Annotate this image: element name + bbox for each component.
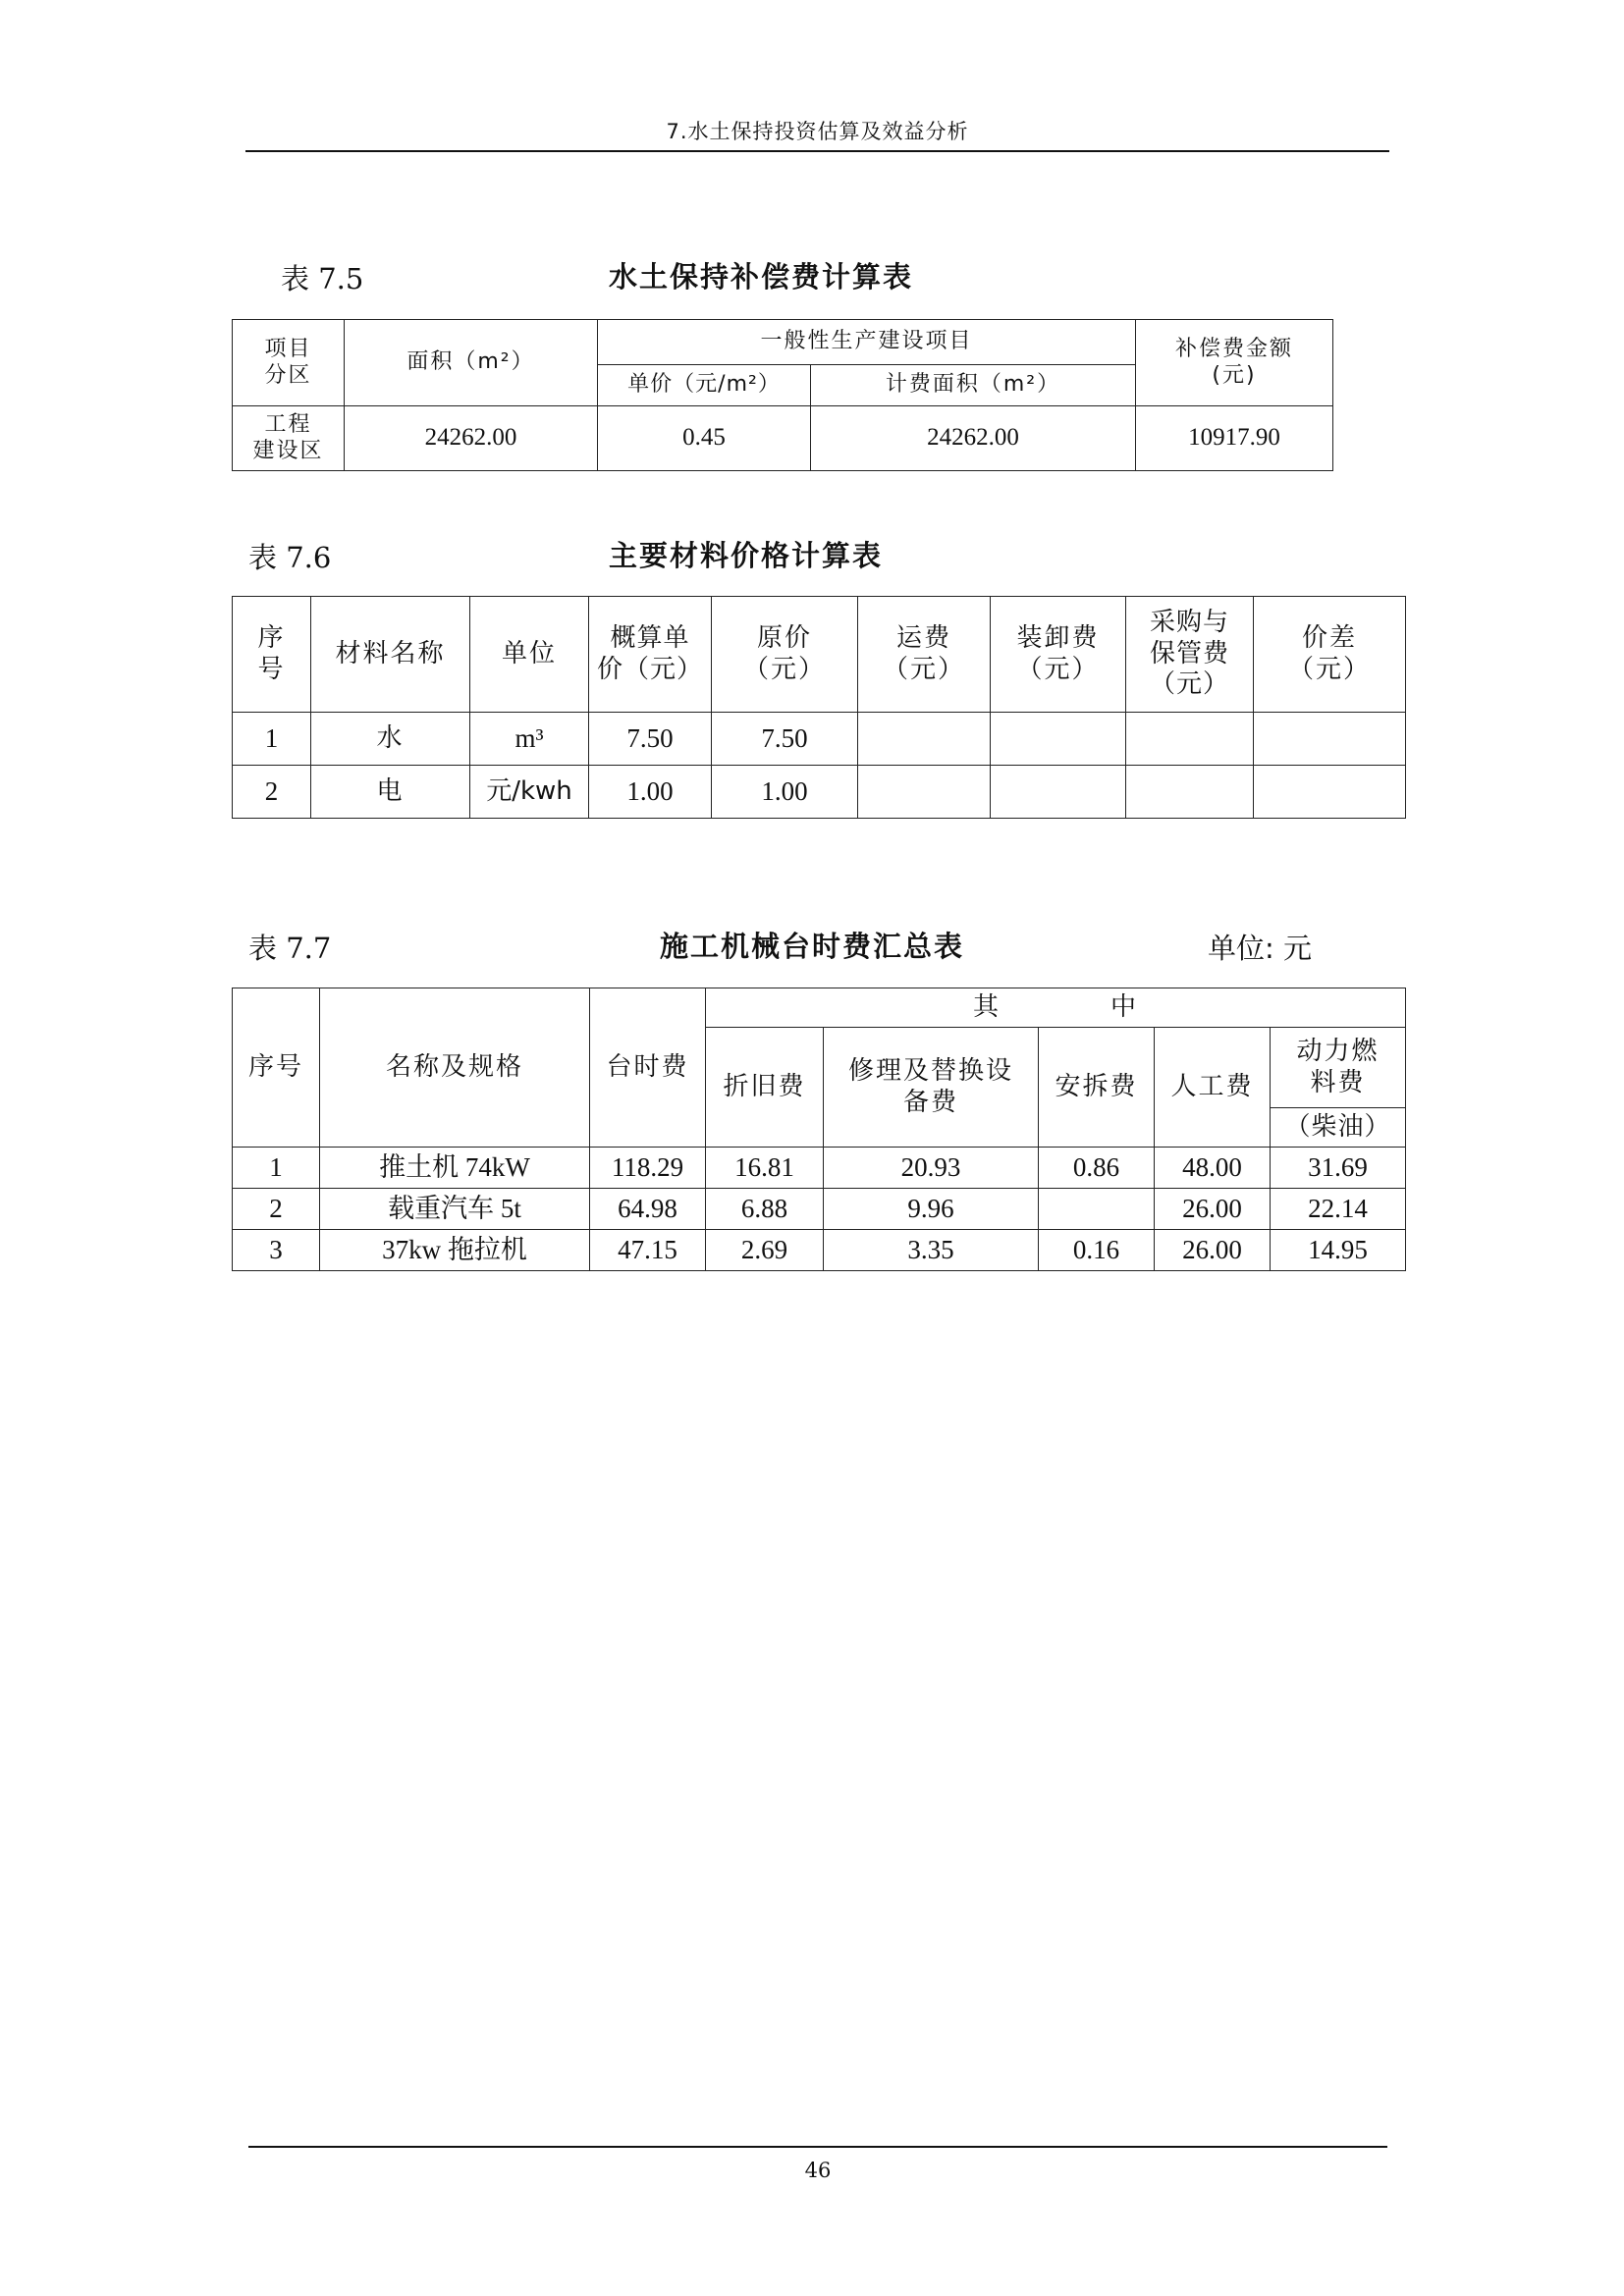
cell-labor: 26.00 bbox=[1155, 1230, 1271, 1271]
cell-hourly-cost: 47.15 bbox=[590, 1230, 706, 1271]
cell-estimate-price: 7.50 bbox=[589, 713, 712, 766]
cell-seq: 1 bbox=[233, 713, 311, 766]
table-7-7-title: 施工机械台时费汇总表 bbox=[660, 930, 965, 963]
cell-seq: 2 bbox=[233, 766, 311, 819]
cell-name-spec: 37kw 拖拉机 bbox=[320, 1230, 590, 1271]
header-general-project: 一般性生产建设项目 bbox=[598, 320, 1136, 365]
cell-procurement-fee bbox=[1126, 713, 1254, 766]
material-price-table bbox=[232, 596, 1406, 819]
cell-unit: 元/kwh bbox=[470, 766, 589, 819]
header-unit-price: 单价（元/m²） bbox=[598, 365, 811, 406]
cell-unit: m³ bbox=[470, 713, 589, 766]
cell-partition: 工程 建设区 bbox=[233, 406, 345, 471]
table-7-7-unit: 单位: 元 bbox=[1208, 932, 1312, 965]
header-unit: 单位 bbox=[470, 597, 589, 713]
cell-fuel: 31.69 bbox=[1271, 1148, 1406, 1189]
cell-material-name: 水 bbox=[311, 713, 470, 766]
cell-freight bbox=[858, 766, 991, 819]
table-7-5-title: 水土保持补偿费计算表 bbox=[609, 260, 914, 294]
table-7-6-title: 主要材料价格计算表 bbox=[609, 539, 884, 572]
table-row bbox=[233, 1230, 1406, 1271]
header-seq: 序号 bbox=[233, 988, 320, 1148]
cell-repair: 9.96 bbox=[824, 1189, 1039, 1230]
header-project-partition: 项目 分区 bbox=[233, 320, 345, 406]
header-depreciation: 折旧费 bbox=[706, 1028, 824, 1148]
table-7-5-number: 表 7.5 bbox=[281, 262, 364, 295]
header-compensation-amount: 补偿费金额 (元) bbox=[1136, 320, 1333, 406]
cell-freight bbox=[858, 713, 991, 766]
cell-installation: 0.16 bbox=[1039, 1230, 1155, 1271]
header-rule bbox=[245, 150, 1389, 152]
cell-labor: 26.00 bbox=[1155, 1189, 1271, 1230]
machinery-hourly-cost-table bbox=[232, 988, 1406, 1271]
header-freight: 运费 （元） bbox=[858, 597, 991, 713]
table-7-7-number: 表 7.7 bbox=[248, 932, 332, 965]
cell-name-spec: 推土机 74kW bbox=[320, 1148, 590, 1189]
cell-repair: 3.35 bbox=[824, 1230, 1039, 1271]
compensation-fee-table bbox=[232, 319, 1333, 471]
cell-seq: 3 bbox=[233, 1230, 320, 1271]
header-hourly-cost: 台时费 bbox=[590, 988, 706, 1148]
header-labor: 人工费 bbox=[1155, 1028, 1271, 1148]
cell-seq: 1 bbox=[233, 1148, 320, 1189]
cell-fuel: 22.14 bbox=[1271, 1189, 1406, 1230]
header-handling-fee: 装卸费 （元） bbox=[991, 597, 1126, 713]
table-row bbox=[233, 713, 1406, 766]
header-original-price: 原价 （元） bbox=[712, 597, 858, 713]
table-row bbox=[233, 766, 1406, 819]
page-header-title: 7.水土保持投资估算及效益分析 bbox=[666, 120, 969, 143]
table-row bbox=[233, 406, 1333, 471]
cell-depreciation: 16.81 bbox=[706, 1148, 824, 1189]
cell-original-price: 7.50 bbox=[712, 713, 858, 766]
header-material-name: 材料名称 bbox=[311, 597, 470, 713]
cell-material-name: 电 bbox=[311, 766, 470, 819]
cell-hourly-cost: 118.29 bbox=[590, 1148, 706, 1189]
header-area: 面积（m²） bbox=[345, 320, 598, 406]
table-7-6-number: 表 7.6 bbox=[248, 541, 332, 574]
cell-depreciation: 2.69 bbox=[706, 1230, 824, 1271]
cell-procurement-fee bbox=[1126, 766, 1254, 819]
cell-estimate-price: 1.00 bbox=[589, 766, 712, 819]
footer-rule bbox=[248, 2146, 1387, 2148]
header-repair: 修理及替换设 备费 bbox=[824, 1028, 1039, 1148]
cell-installation bbox=[1039, 1189, 1155, 1230]
cell-original-price: 1.00 bbox=[712, 766, 858, 819]
header-seq: 序 号 bbox=[233, 597, 311, 713]
cell-handling-fee bbox=[991, 713, 1126, 766]
cell-unit-price: 0.45 bbox=[598, 406, 811, 471]
header-price-difference: 价差 （元） bbox=[1254, 597, 1406, 713]
header-installation: 安拆费 bbox=[1039, 1028, 1155, 1148]
table-row bbox=[233, 1148, 1406, 1189]
header-diesel: （柴油） bbox=[1271, 1108, 1406, 1148]
header-procurement-fee: 采购与 保管费 （元） bbox=[1126, 597, 1254, 713]
cell-amount: 10917.90 bbox=[1136, 406, 1333, 471]
header-estimate-price: 概算单 价（元） bbox=[589, 597, 712, 713]
cell-handling-fee bbox=[991, 766, 1126, 819]
header-name-spec: 名称及规格 bbox=[320, 988, 590, 1148]
table-row bbox=[233, 1189, 1406, 1230]
cell-repair: 20.93 bbox=[824, 1148, 1039, 1189]
cell-installation: 0.86 bbox=[1039, 1148, 1155, 1189]
cell-seq: 2 bbox=[233, 1189, 320, 1230]
cell-price-difference bbox=[1254, 713, 1406, 766]
header-billing-area: 计费面积（m²） bbox=[811, 365, 1136, 406]
cell-hourly-cost: 64.98 bbox=[590, 1189, 706, 1230]
cell-price-difference bbox=[1254, 766, 1406, 819]
cell-name-spec: 载重汽车 5t bbox=[320, 1189, 590, 1230]
cell-area: 24262.00 bbox=[345, 406, 598, 471]
cell-fuel: 14.95 bbox=[1271, 1230, 1406, 1271]
header-fuel: 动力燃 料费 bbox=[1271, 1028, 1406, 1108]
page-number: 46 bbox=[804, 2159, 832, 2182]
cell-depreciation: 6.88 bbox=[706, 1189, 824, 1230]
header-of-which: 其 中 bbox=[706, 988, 1406, 1028]
cell-labor: 48.00 bbox=[1155, 1148, 1271, 1189]
cell-billing-area: 24262.00 bbox=[811, 406, 1136, 471]
